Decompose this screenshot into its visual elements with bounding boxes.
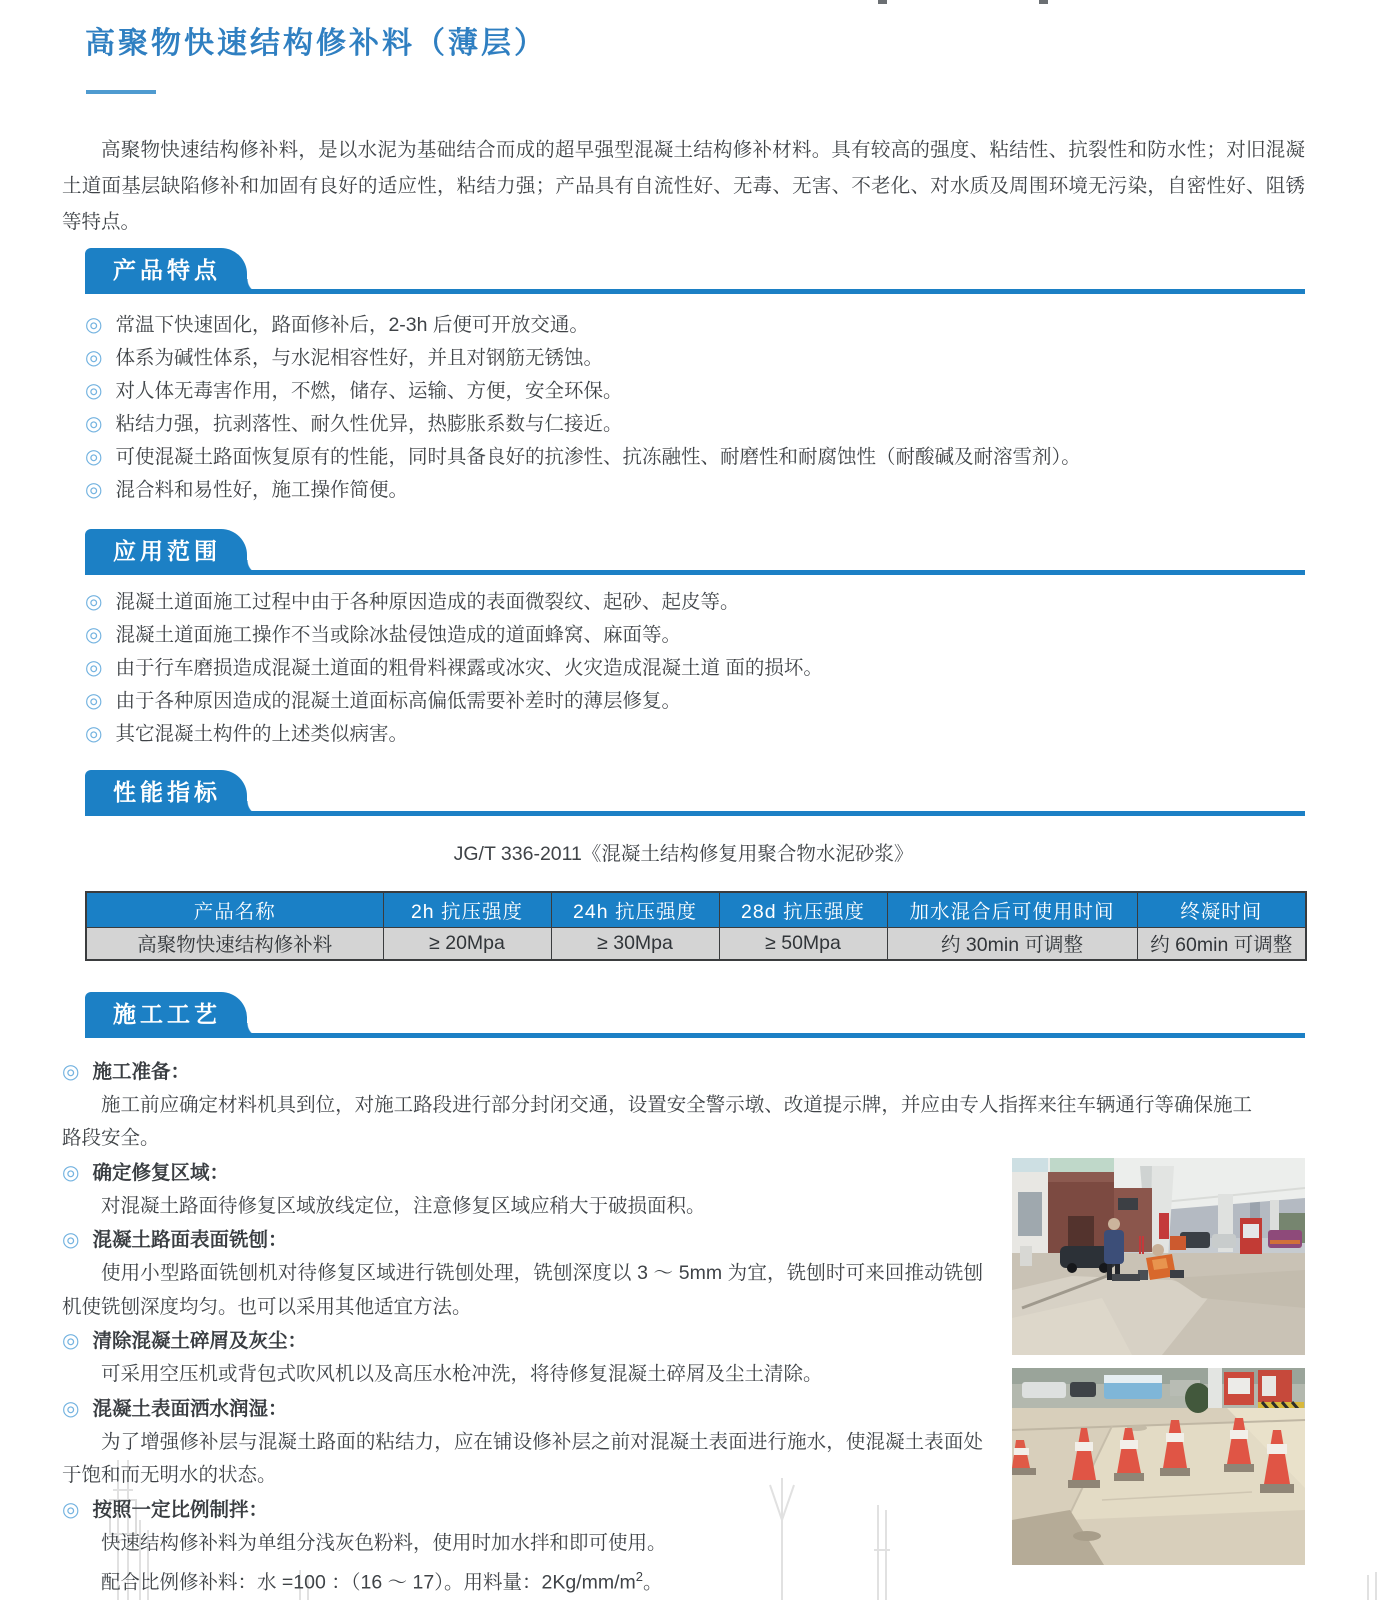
- feature-text: 对人体无毒害作用，不燃，储存、运输、方便，安全环保。: [115, 380, 623, 402]
- step-label: 施工准备：: [92, 1060, 190, 1083]
- banner-rule: [85, 289, 1305, 294]
- ring-bullet-icon: ◎: [85, 591, 103, 613]
- section-heading-construction: 施工工艺: [85, 992, 247, 1038]
- ring-bullet-icon: ◎: [62, 1161, 80, 1184]
- ring-bullet-icon: ◎: [85, 657, 103, 679]
- performance-table: [85, 891, 1307, 961]
- step-label: 确定修复区域：: [92, 1161, 229, 1184]
- list-item: [85, 474, 1305, 507]
- step-label: 按照一定比例制拌：: [92, 1498, 268, 1521]
- feature-text: 混合料和易性好，施工操作简便。: [115, 479, 408, 501]
- ring-bullet-icon: ◎: [85, 624, 103, 646]
- ring-bullet-icon: ◎: [85, 723, 103, 745]
- list-item: [85, 619, 1305, 652]
- ring-bullet-icon: ◎: [85, 690, 103, 712]
- superscript: 2: [635, 1569, 643, 1584]
- step-label: 混凝土路面表面铣刨：: [92, 1229, 288, 1251]
- table-header-cell: 终凝时间: [1137, 892, 1306, 928]
- list-item: [85, 408, 1305, 441]
- list-item: [85, 441, 1305, 474]
- banner-rule: [85, 570, 1305, 575]
- features-list: [85, 309, 1305, 507]
- list-item: [85, 652, 1305, 685]
- photo-gas-station-repair: [1012, 1158, 1305, 1355]
- step-paragraph: 可采用空压机或背包式吹风机以及高压水枪冲洗，将待修复混凝土碎屑及尘土清除。: [101, 1363, 823, 1385]
- mix-ratio-line: [62, 1560, 1305, 1600]
- step-label: 混凝土表面洒水润湿：: [92, 1397, 288, 1420]
- step-heading: [62, 1223, 983, 1257]
- step-paragraph: 对混凝土路面待修复区域放线定位，注意修复区域应稍大于破损面积。: [101, 1194, 706, 1217]
- list-item: [85, 375, 1305, 408]
- application-text: 混凝土道面施工操作不当或除冰盐侵蚀造成的道面蜂窝、麻面等。: [115, 624, 681, 646]
- table-cell: 约 60min 可调整: [1137, 927, 1306, 960]
- table-header-cell: 加水混合后可使用时间: [887, 892, 1137, 928]
- ring-bullet-icon: ◎: [62, 1498, 80, 1521]
- ring-bullet-icon: ◎: [85, 413, 103, 435]
- title-underline: [86, 90, 156, 94]
- ring-bullet-icon: ◎: [85, 314, 103, 336]
- banner-rule: [85, 1033, 1305, 1038]
- table-cell: ≥ 30Mpa: [551, 927, 719, 960]
- step-heading: [62, 1156, 983, 1190]
- table-row: [86, 927, 1306, 960]
- ring-bullet-icon: ◎: [62, 1397, 80, 1420]
- ring-bullet-icon: ◎: [85, 347, 103, 369]
- feature-text: 体系为碱性体系，与水泥相容性好，并且对钢筋无锈蚀。: [115, 347, 603, 369]
- page-title: 高聚物快速结构修补料（薄层）: [85, 27, 547, 60]
- step-paragraph: 施工前应确定材料机具到位，对施工路段进行部分封闭交通，设置安全警示墩、改道提示牌，并应由专人指挥来往车辆通行等确保施工路段安全。: [62, 1093, 1252, 1149]
- ring-bullet-icon: ◎: [62, 1330, 80, 1352]
- list-item: [85, 718, 1305, 751]
- feature-text: 常温下快速固化，路面修补后，2-3h 后便可开放交通。: [115, 314, 589, 336]
- photo-column: [995, 1156, 1305, 1565]
- table-cell: 高聚物快速结构修补料: [86, 927, 383, 960]
- table-header-cell: 2h 抗压强度: [383, 892, 551, 928]
- standard-caption: JG/T 336-2011《混凝土结构修复用聚合物水泥砂浆》: [453, 843, 914, 865]
- ring-bullet-icon: ◎: [85, 380, 103, 402]
- photo-repaired-pavement-cones: [1012, 1368, 1305, 1565]
- step-paragraph: 为了增强修补层与混凝土路面的粘结力，应在铺设修补层之前对混凝土表面进行施水，使混凝土表面处于饱和而无明水的状态。: [62, 1430, 983, 1486]
- ring-bullet-icon: ◎: [85, 446, 103, 468]
- list-item: [85, 685, 1305, 718]
- ring-bullet-icon: ◎: [62, 1060, 80, 1083]
- section-banner-applications: [85, 529, 1305, 575]
- application-text: 其它混凝土构件的上述类似病害。: [115, 723, 408, 745]
- step-label: 清除混凝土碎屑及灰尘：: [92, 1330, 307, 1352]
- ring-bullet-icon: ◎: [62, 1229, 80, 1251]
- applications-list: [85, 586, 1305, 751]
- step-heading: [62, 1493, 983, 1527]
- application-text: 由于各种原因造成的混凝土道面标高偏低需要补差时的薄层修复。: [115, 690, 681, 712]
- table-header-cell: 产品名称: [86, 892, 383, 928]
- table-header-cell: 28d 抗压强度: [719, 892, 887, 928]
- feature-text: 粘结力强，抗剥落性、耐久性优异，热膨胀系数与仁接近。: [115, 413, 623, 435]
- banner-rule: [85, 811, 1305, 816]
- step-heading: [62, 1324, 983, 1358]
- page-content: [62, 0, 1305, 1600]
- section-heading-performance: 性能指标: [85, 770, 247, 816]
- step-heading: [62, 1055, 1305, 1089]
- mix-ratio-text: 配合比例修补料：水 =100 ：（16 ～ 17）。用料量：2Kg/mm/m: [101, 1571, 636, 1594]
- section-heading-applications: 应用范围: [85, 529, 247, 575]
- list-item: [85, 342, 1305, 375]
- intro-paragraph: 高聚物快速结构修补料，是以水泥为基础结合而成的超早强型混凝土结构修补材料。具有较高的强度、粘结性、抗裂性和防水性；对旧混凝土道面基层缺陷修补和加固有良好的适应性，粘结力强；产品具有自流性好、无毒、无害、不老化、对水质及周围环境无污染，自密性好、阻锈等特点。: [62, 139, 1305, 233]
- steps-with-photos: [62, 1156, 1305, 1600]
- step-paragraph: 使用小型路面铣刨机对待修复区域进行铣刨处理，铣刨深度以 3 ～ 5mm 为宜，铣刨时可来回推动铣刨机使铣刨深度均匀。也可以采用其他适宜方法。: [62, 1262, 983, 1318]
- table-cell: 约 30min 可调整: [887, 927, 1137, 960]
- section-heading-features: 产品特点: [85, 248, 247, 294]
- application-text: 混凝土道面施工过程中由于各种原因造成的表面微裂纹、起砂、起皮等。: [115, 591, 740, 613]
- list-item: [85, 309, 1305, 342]
- table-header-cell: 24h 抗压强度: [551, 892, 719, 928]
- table-cell: ≥ 20Mpa: [383, 927, 551, 960]
- ring-bullet-icon: ◎: [85, 479, 103, 501]
- section-banner-performance: [85, 770, 1305, 816]
- feature-text: 可使混凝土路面恢复原有的性能，同时具备良好的抗渗性、抗冻融性、耐磨性和耐腐蚀性（耐酸碱及耐溶雪剂）。: [115, 446, 1081, 468]
- step-heading: [62, 1392, 983, 1426]
- application-text: 由于行车磨损造成混凝土道面的粗骨料裸露或冰灾、火灾造成混凝土道 面的损坏。: [115, 657, 823, 679]
- construction-steps: [62, 1055, 1305, 1600]
- section-banner-features: [85, 248, 1305, 294]
- list-item: [85, 586, 1305, 619]
- table-cell: ≥ 50Mpa: [719, 927, 887, 960]
- step-paragraph: 快速结构修补料为单组分浅灰色粉料，使用时加水拌和即可使用。: [101, 1531, 667, 1554]
- table-header-row: [86, 892, 1306, 928]
- mix-ratio-period: 。: [642, 1571, 663, 1594]
- section-banner-construction: [85, 992, 1305, 1038]
